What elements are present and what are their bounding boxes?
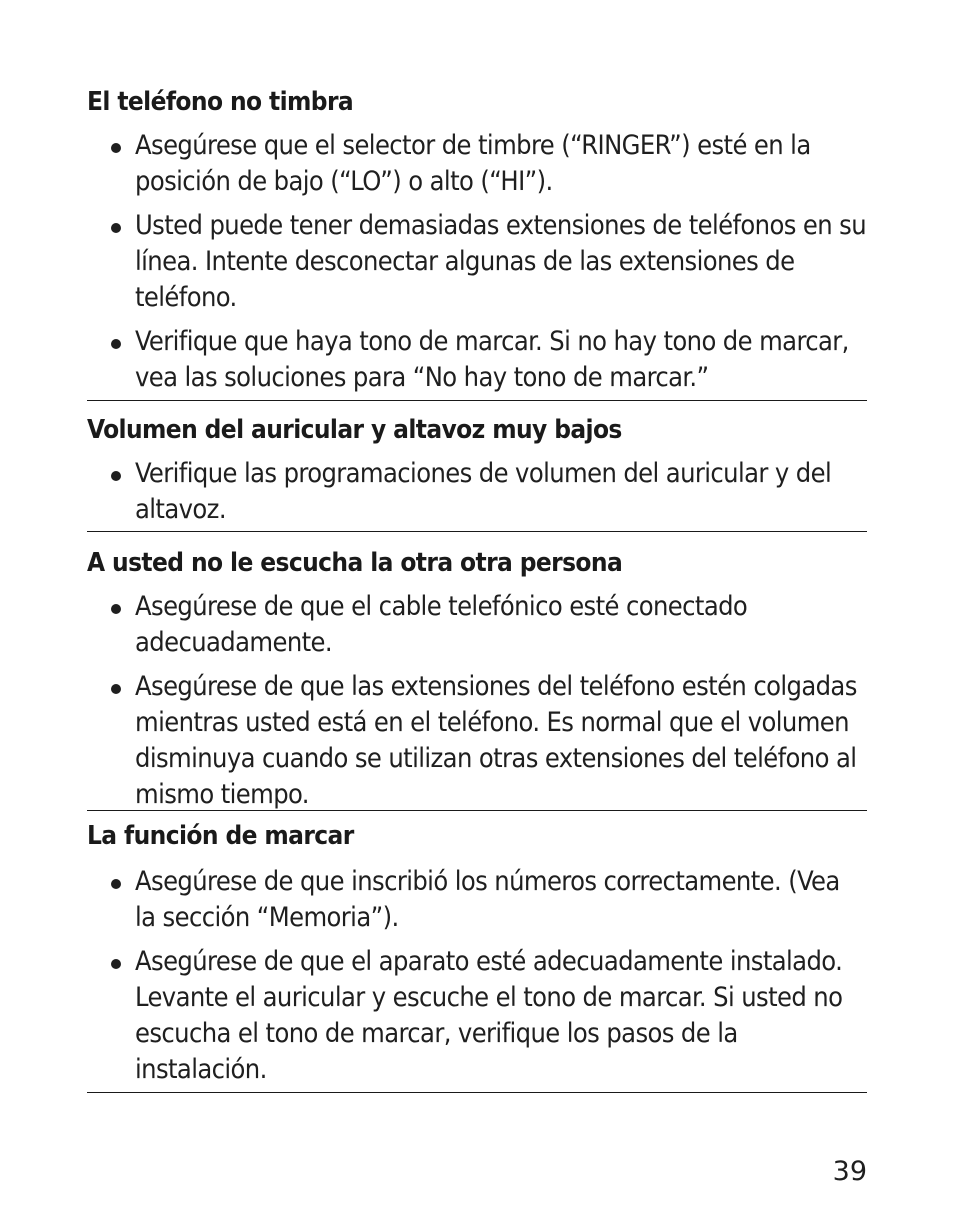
bullet-item xyxy=(87,324,867,396)
section-heading: La función de marcar xyxy=(87,821,354,851)
bullet-item xyxy=(87,669,867,813)
section-low-volume xyxy=(87,412,867,528)
section-not-heard xyxy=(87,545,867,813)
bullet-item xyxy=(87,589,867,661)
bullet-text: Asegúrese de que el aparato esté adecuadamente instalado. Levante el auricular y escuche el tono de marcar. Si usted no escucha el tono de marcar, verifique los pasos de la instalación. xyxy=(135,946,843,1085)
bullet-item xyxy=(87,128,867,200)
bullet-dot-icon xyxy=(111,471,121,481)
bullet-list xyxy=(87,864,867,1088)
bullet-dot-icon xyxy=(111,879,121,889)
bullet-list xyxy=(87,128,867,396)
bullet-dot-icon xyxy=(111,223,121,233)
bullet-text: Verifique las programaciones de volumen del auricular y del altavoz. xyxy=(135,458,832,525)
bullet-text: Asegúrese que el selector de timbre (“RINGER”) esté en la posición de bajo (“LO”) o alto (“HI”). xyxy=(135,130,811,197)
bullet-dot-icon xyxy=(111,684,121,694)
bullet-list xyxy=(87,456,867,528)
section-divider xyxy=(87,400,867,401)
bullet-item xyxy=(87,456,867,528)
bullet-text: Asegúrese de que las extensiones del teléfono estén colgadas mientras usted está en el teléfono. Es normal que el volumen disminuya cuando se utilizan otras extensiones del teléfono al mismo tiempo. xyxy=(135,671,857,810)
bullet-item xyxy=(87,208,867,316)
section-heading: El teléfono no timbra xyxy=(87,87,354,117)
bullet-dot-icon xyxy=(111,959,121,969)
section-divider xyxy=(87,810,867,811)
bullet-dot-icon xyxy=(111,604,121,614)
section-heading: A usted no le escucha la otra otra persona xyxy=(87,548,623,578)
bullet-list xyxy=(87,589,867,813)
bullet-text: Asegúrese de que inscribió los números correctamente. (Vea la sección “Memoria”). xyxy=(135,866,840,933)
page-number: 39 xyxy=(832,1156,867,1187)
section-dialing xyxy=(87,818,867,1088)
bullet-text: Asegúrese de que el cable telefónico esté conectado adecuadamente. xyxy=(135,591,748,658)
bullet-item xyxy=(87,864,867,936)
bullet-text: Verifique que haya tono de marcar. Si no hay tono de marcar, vea las soluciones para “No hay tono de marcar.” xyxy=(135,326,849,393)
bullet-text: Usted puede tener demasiadas extensiones de teléfonos en su línea. Intente desconectar algunas de las extensiones de teléfono. xyxy=(135,210,867,313)
section-heading: Volumen del auricular y altavoz muy bajos xyxy=(87,415,622,445)
bullet-item xyxy=(87,944,867,1088)
bullet-dot-icon xyxy=(111,339,121,349)
bullet-dot-icon xyxy=(111,143,121,153)
section-divider xyxy=(87,531,867,532)
section-no-ring xyxy=(87,84,867,396)
section-divider xyxy=(87,1092,867,1093)
